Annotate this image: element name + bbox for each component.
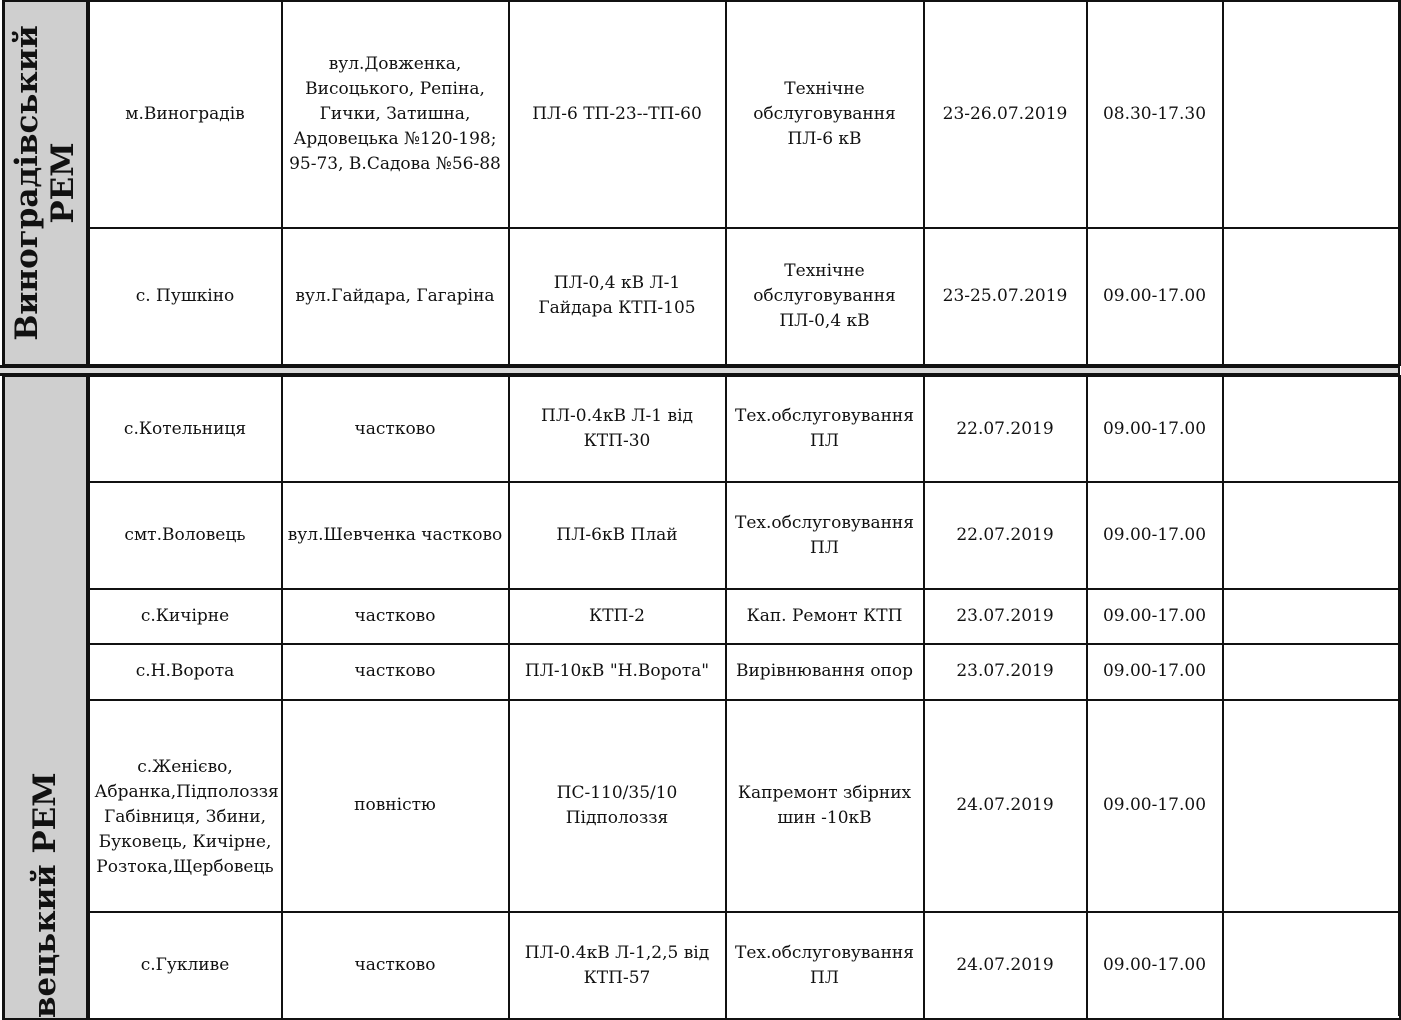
- time-cell: 09.00-17.00: [1087, 589, 1223, 644]
- note-cell: [1223, 482, 1400, 588]
- time-cell: 09.00-17.00: [1087, 228, 1223, 365]
- locality-text: с.Женієво, Абранка,Підполоззя Габівниця, Збини, Буковець, Кичірне, Розтока,Щербовець: [94, 756, 279, 877]
- streets-cell: вул.Шевченка частково: [282, 482, 509, 588]
- work-cell: Технічне обслуговування ПЛ-6 кВ: [726, 1, 924, 228]
- work-cell: Тех.обслуговування ПЛ: [726, 912, 924, 1019]
- streets-cell: частково: [282, 644, 509, 699]
- line-cell: ПЛ-6 ТП-23--ТП-60: [509, 1, 726, 228]
- line-cell: ПЛ-0.4кВ Л-1 від КТП-30: [509, 376, 726, 482]
- date-cell: 23-25.07.2019: [924, 228, 1087, 365]
- streets-cell: частково: [282, 912, 509, 1019]
- date-cell: 22.07.2019: [924, 376, 1087, 482]
- line-cell: ПЛ-6кВ Плай: [509, 482, 726, 588]
- district-label: вецький РЕМ: [27, 772, 64, 1018]
- group-volovets: [2, 375, 1398, 1020]
- work-cell: Технічне обслуговування ПЛ-0,4 кВ: [726, 228, 924, 365]
- locality-cell: с. Пушкіно: [88, 228, 282, 365]
- locality-cell: с.Н.Ворота: [88, 644, 282, 699]
- table-row: [4, 700, 1400, 913]
- table-row: [4, 644, 1400, 699]
- page-right-border: [1398, 0, 1400, 1016]
- date-cell: 24.07.2019: [924, 912, 1087, 1019]
- table-row: [4, 482, 1400, 588]
- locality-cell: м.Виноградів: [88, 1, 282, 228]
- work-cell: Вирівнювання опор: [726, 644, 924, 699]
- note-cell: [1223, 228, 1400, 365]
- locality-cell: [88, 700, 282, 913]
- time-cell: 09.00-17.00: [1087, 644, 1223, 699]
- work-cell: Тех.обслуговування ПЛ: [726, 376, 924, 482]
- line-cell: ПС-110/35/10 Підполоззя: [509, 700, 726, 913]
- streets-cell: вул.Гайдара, Гагаріна: [282, 228, 509, 365]
- note-cell: [1223, 589, 1400, 644]
- district-cell: [4, 376, 88, 1019]
- note-cell: [1223, 912, 1400, 1019]
- table-row: [4, 912, 1400, 1019]
- district-label: Виноградівський РЕМ: [9, 25, 82, 341]
- time-cell: 09.00-17.00: [1087, 376, 1223, 482]
- locality-cell: с.Котельниця: [88, 376, 282, 482]
- district-cell: [4, 1, 88, 365]
- note-cell: [1223, 1, 1400, 228]
- table-row: [4, 376, 1400, 482]
- note-cell: [1223, 376, 1400, 482]
- streets-cell: частково: [282, 376, 509, 482]
- locality-cell: смт.Воловець: [88, 482, 282, 588]
- streets-cell: частково: [282, 589, 509, 644]
- work-cell: Кап. Ремонт КТП: [726, 589, 924, 644]
- note-cell: [1223, 700, 1400, 913]
- date-cell: 23-26.07.2019: [924, 1, 1087, 228]
- streets-cell: повністю: [282, 700, 509, 913]
- locality-cell: с.Кичірне: [88, 589, 282, 644]
- time-cell: 08.30-17.30: [1087, 1, 1223, 228]
- date-cell: 23.07.2019: [924, 589, 1087, 644]
- time-cell: 09.00-17.00: [1087, 912, 1223, 1019]
- streets-cell: вул.Довженка, Висоцького, Репіна, Гички, Затишна, Ардовецька №120-198; 95-73, В.Садова №56-88: [282, 1, 509, 228]
- line-cell: ПЛ-0,4 кВ Л-1 Гайдара КТП-105: [509, 228, 726, 365]
- group-vynohradiv: [2, 0, 1398, 366]
- note-cell: [1223, 644, 1400, 699]
- line-cell: КТП-2: [509, 589, 726, 644]
- date-cell: 24.07.2019: [924, 700, 1087, 913]
- date-cell: 23.07.2019: [924, 644, 1087, 699]
- work-cell: Тех.обслуговування ПЛ: [726, 482, 924, 588]
- locality-cell: с.Гукливе: [88, 912, 282, 1019]
- table-row: [4, 1, 1400, 228]
- time-cell: 09.00-17.00: [1087, 482, 1223, 588]
- line-cell: ПЛ-0.4кВ Л-1,2,5 від КТП-57: [509, 912, 726, 1019]
- table-row: [4, 589, 1400, 644]
- work-cell: Капремонт збірних шин -10кВ: [726, 700, 924, 913]
- table-row: [4, 228, 1400, 365]
- line-cell: ПЛ-10кВ "Н.Ворота": [509, 644, 726, 699]
- outage-table-group-1: [2, 0, 1401, 366]
- date-cell: 22.07.2019: [924, 482, 1087, 588]
- outage-table-group-2: [2, 375, 1401, 1020]
- time-cell: 09.00-17.00: [1087, 700, 1223, 913]
